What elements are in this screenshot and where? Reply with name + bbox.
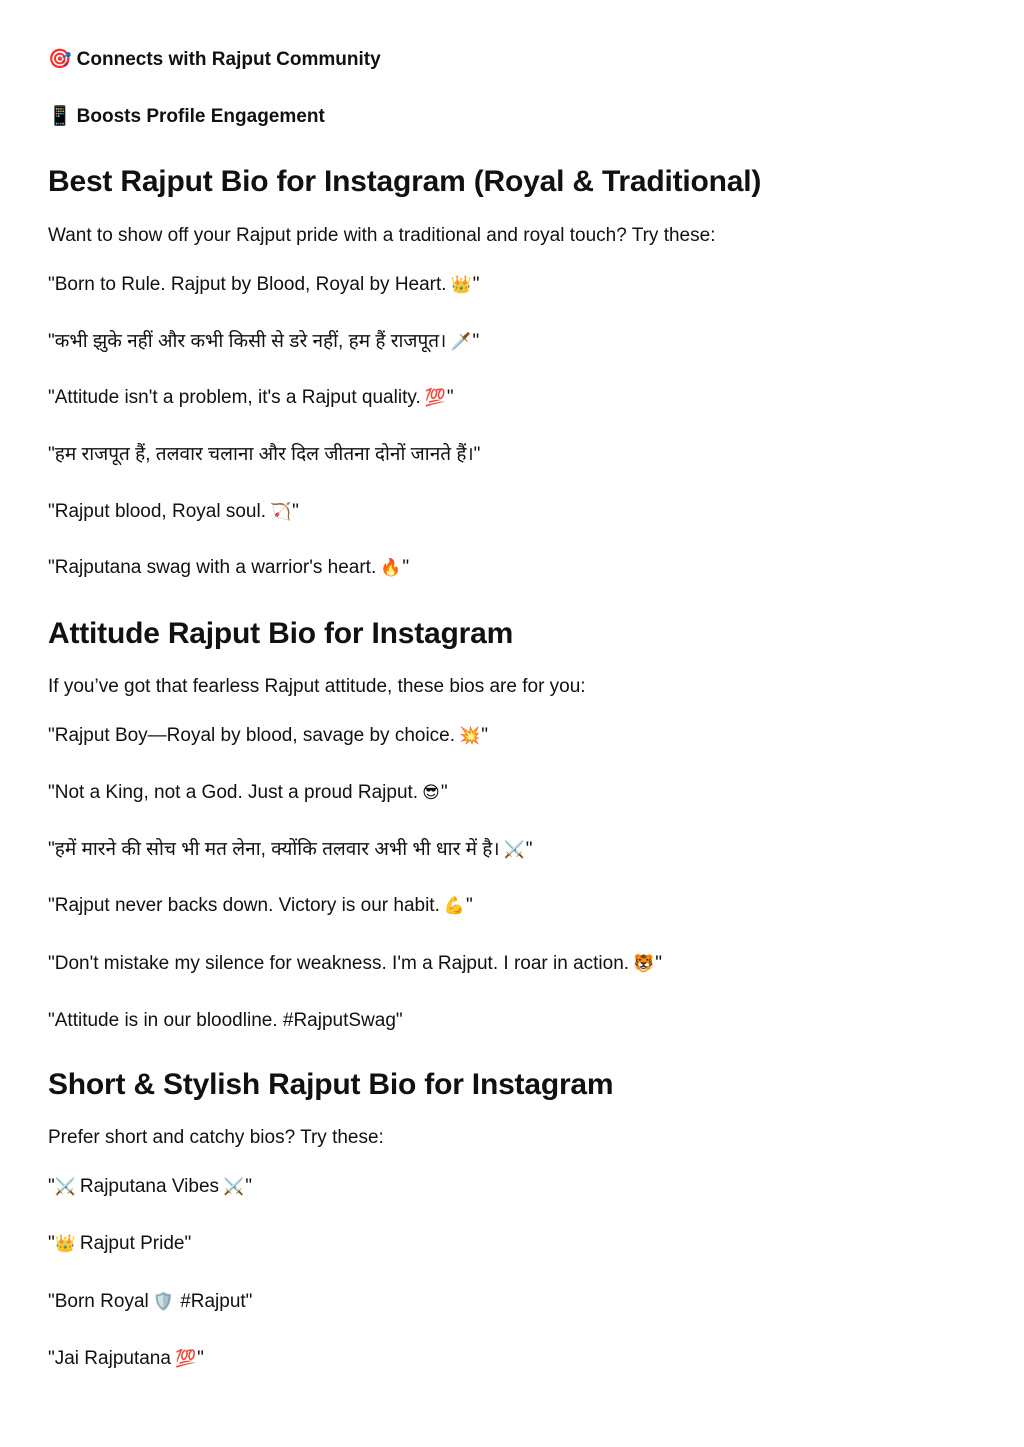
- bio-line: "Born to Rule. Rajput by Blood, Royal by Heart. 👑": [48, 272, 479, 298]
- bio-line: "Rajputana swag with a warrior's heart. 🔥": [48, 555, 409, 581]
- fire-icon: 🔥: [380, 558, 402, 577]
- bio-line: "Jai Rajputana 💯": [48, 1346, 204, 1372]
- crown-icon: 👑: [54, 1234, 76, 1253]
- bio-line: "Rajput Boy—Royal by blood, savage by choice. 💥": [48, 723, 488, 749]
- feature-community: [48, 47, 381, 73]
- bio-line: "Born Royal 🛡️ #Rajput": [48, 1289, 252, 1315]
- bow-and-arrow-icon: 🏹: [269, 502, 292, 521]
- section-intro: Want to show off your Rajput pride with a traditional and royal touch? Try these:: [48, 225, 716, 246]
- bio-line: "हमें मारने की सोच भी मत लेना, क्योंकि तलवार अभी भी धार में है। ⚔️": [48, 837, 532, 863]
- target-icon: 🎯: [48, 49, 72, 70]
- bio-line: "Don't mistake my silence for weakness. I'm a Rajput. I roar in action. 🐯": [48, 951, 662, 977]
- crossed-swords-icon: ⚔️: [503, 840, 525, 859]
- feature-label: Connects with Rajput Community: [76, 49, 381, 70]
- sunglasses-face-icon: 😎: [422, 783, 440, 802]
- crossed-swords-icon: ⚔️: [223, 1177, 245, 1196]
- section-heading-short-stylish: Short & Stylish Rajput Bio for Instagram: [48, 1068, 614, 1101]
- bio-line: "Attitude isn't a problem, it's a Rajput quality. 💯": [48, 385, 454, 411]
- section-intro: If you’ve got that fearless Rajput attitude, these bios are for you:: [48, 676, 586, 697]
- flexed-biceps-icon: 💪: [443, 896, 466, 915]
- bio-line: "कभी झुके नहीं और कभी किसी से डरे नहीं, हम हैं राजपूत। 🗡️": [48, 329, 479, 355]
- collision-icon: 💥: [459, 726, 481, 745]
- bio-line: "Rajput blood, Royal soul. 🏹": [48, 499, 299, 525]
- dagger-icon: 🗡️: [450, 332, 472, 351]
- bio-line: "👑 Rajput Pride": [48, 1231, 191, 1257]
- hundred-points-icon: 💯: [424, 388, 446, 407]
- section-heading-royal: Best Rajput Bio for Instagram (Royal & Traditional): [48, 165, 762, 198]
- bio-line: "Not a King, not a God. Just a proud Rajput. 😎": [48, 780, 448, 806]
- bio-line: "हम राजपूत हैं, तलवार चलाना और दिल जीतना दोनों जानते हैं।": [48, 444, 481, 465]
- bio-line: "Rajput never backs down. Victory is our habit. 💪": [48, 893, 473, 919]
- crossed-swords-icon: ⚔️: [54, 1177, 76, 1196]
- hundred-points-icon: 💯: [174, 1349, 197, 1368]
- feature-label: Boosts Profile Engagement: [76, 106, 325, 127]
- shield-icon: 🛡️: [152, 1292, 174, 1311]
- bio-line: "Attitude is in our bloodline. #RajputSwag": [48, 1010, 403, 1031]
- section-heading-attitude: Attitude Rajput Bio for Instagram: [48, 617, 514, 650]
- crown-icon: 👑: [450, 275, 472, 294]
- section-intro: Prefer short and catchy bios? Try these:: [48, 1127, 384, 1148]
- feature-engagement: [48, 104, 325, 130]
- tiger-face-icon: 🐯: [633, 954, 655, 973]
- mobile-phone-icon: 📱: [48, 106, 72, 127]
- bio-line: "⚔️ Rajputana Vibes ⚔️": [48, 1174, 252, 1200]
